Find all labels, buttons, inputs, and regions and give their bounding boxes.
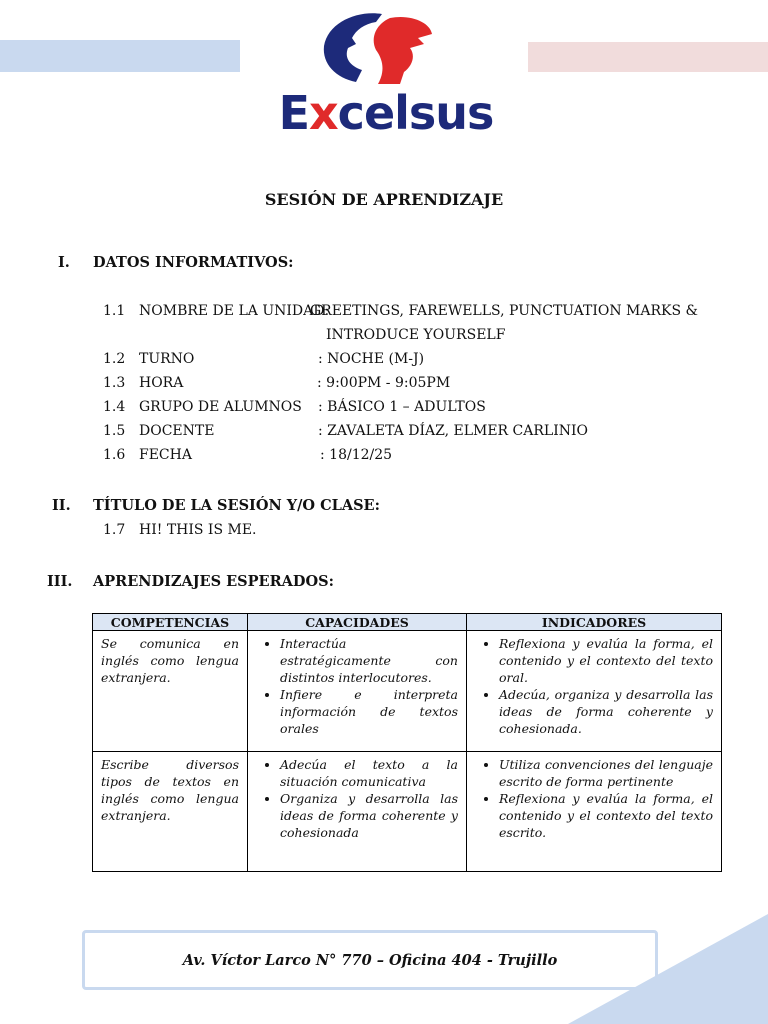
competencia-cell: Escribe diversos tipos de textos en inglés como lengua extranjera. [93,752,248,872]
logo-profiles-icon [240,8,528,88]
decorative-corner-triangle [498,914,768,1024]
section-title-titulo: TÍTULO DE LA SESIÓN Y/O CLASE: [93,497,380,514]
list-item: • Infiere e interpreta información de textos orales [280,686,458,737]
datos-row-continuation: INTRODUCE YOURSELF [326,327,506,343]
list-item: • Adecúa, organiza y desarrolla las ideas de forma coherente y cohesionada. [499,686,713,737]
list-item: • Reflexiona y evalúa la forma, el contenido y el contexto del texto oral. [499,635,713,686]
header-indicadores: INDICADORES [467,614,722,631]
list-item: • Utiliza convenciones del lenguaje escrito de forma pertinente [499,756,713,790]
excelsus-logo [240,8,528,148]
logo-wordmark: Excelsus [278,86,494,140]
competencia-cell: Se comunica en inglés como lengua extranjera. [93,631,248,752]
learning-table [92,613,722,872]
list-item: • Adecúa el texto a la situación comunicativa [280,756,458,790]
section-title-datos: DATOS INFORMATIVOS: [93,254,294,271]
capacidades-cell [248,752,467,872]
list-item: • Reflexiona y evalúa la forma, el contenido y el contexto del texto escrito. [499,790,713,841]
indicadores-cell [467,752,722,872]
table-row [93,631,722,752]
section-number-2: II. [52,497,71,514]
indicadores-cell [467,631,722,752]
footer-address: Av. Víctor Larco N° 770 – Oficina 404 - Trujillo [182,951,558,969]
table-header-row [93,614,722,631]
section-title-aprendizajes: APRENDIZAJES ESPERADOS: [93,573,334,590]
list-item: • Organiza y desarrolla las ideas de forma coherente y cohesionada [280,790,458,841]
document-title: SESIÓN DE APRENDIZAJE [264,190,504,209]
table-row [93,752,722,872]
decorative-band-right [528,42,768,72]
header-competencias: COMPETENCIAS [93,614,248,631]
list-item: • Interactúa estratégicamente con distintos interlocutores. [280,635,458,686]
section-number-1: I. [58,254,70,271]
section-number-3: III. [47,573,73,590]
header-capacidades: CAPACIDADES [248,614,467,631]
capacidades-cell [248,631,467,752]
decorative-band-left [0,40,240,72]
